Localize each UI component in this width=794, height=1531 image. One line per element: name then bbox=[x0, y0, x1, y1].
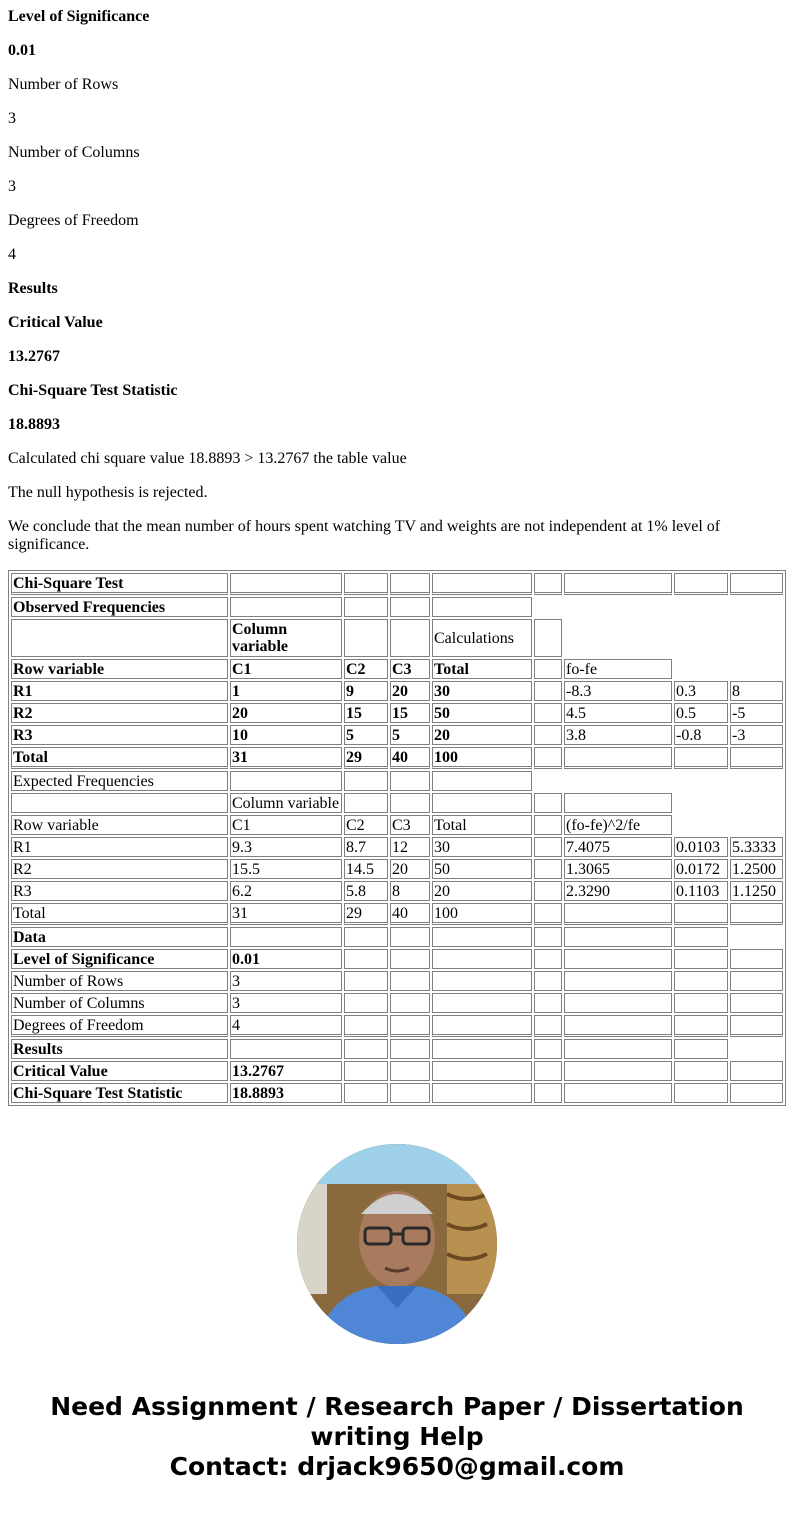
table-row bbox=[11, 771, 783, 791]
table-row bbox=[11, 927, 783, 947]
rows-value: 3 bbox=[8, 110, 16, 127]
table-row bbox=[11, 659, 783, 679]
conclusion-text: We conclude that the mean number of hours spent watching TV and weights are not independent at 1% level of significance. bbox=[8, 518, 721, 553]
promo-banner bbox=[8, 1392, 786, 1482]
rows-label: Number of Rows bbox=[8, 76, 119, 93]
table-row: Total 31 29 40 100 bbox=[11, 747, 783, 769]
row-variable-label: Row variable bbox=[11, 659, 228, 679]
los-label: Level of Significance bbox=[8, 8, 150, 25]
test-statistic-value: 18.8893 bbox=[8, 416, 60, 433]
table-row: R3 10 5 5 20 3.8 -0.8 -3 bbox=[11, 725, 783, 745]
table-row: Number of Columns 3 bbox=[11, 993, 783, 1013]
test-statistic-label: Chi-Square Test Statistic bbox=[8, 382, 178, 399]
results-label: Results bbox=[11, 1039, 228, 1059]
author-avatar bbox=[297, 1144, 497, 1344]
table-title: Chi-Square Test bbox=[11, 573, 228, 595]
critical-value: 13.2767 bbox=[8, 348, 60, 365]
chi-component-label: (fo-fe)^2/fe bbox=[564, 815, 672, 835]
table-row: Critical Value 13.2767 bbox=[11, 1061, 783, 1081]
observed-frequencies-label: Observed Frequencies bbox=[11, 597, 228, 617]
column-variable-label: Column variable bbox=[230, 619, 342, 657]
column-variable-plain: Column variable bbox=[230, 793, 342, 813]
df-value: 4 bbox=[8, 246, 16, 263]
header-c2: C2 bbox=[344, 659, 388, 679]
results-heading: Results bbox=[8, 280, 58, 297]
table-row: R2 20 15 15 50 4.5 0.5 -5 bbox=[11, 703, 783, 723]
table-row: Chi-Square Test Statistic 18.8893 bbox=[11, 1083, 783, 1103]
document bbox=[0, 8, 794, 1482]
cols-value: 3 bbox=[8, 178, 16, 195]
data-label: Data bbox=[11, 927, 228, 947]
cols-label: Number of Columns bbox=[8, 144, 140, 161]
table-row: Row variable C1 C2 C3 Total (fo-fe)^2/fe bbox=[11, 815, 783, 835]
critical-value-label: Critical Value bbox=[8, 314, 103, 331]
header-c3: C3 bbox=[390, 659, 430, 679]
header-c1: C1 bbox=[230, 659, 342, 679]
portrait-illustration bbox=[297, 1144, 497, 1344]
table-row: R1 9.3 8.7 12 30 7.4075 0.0103 5.3333 bbox=[11, 837, 783, 857]
table-row: R3 6.2 5.8 8 20 2.3290 0.1103 1.1250 bbox=[11, 881, 783, 901]
table-row bbox=[11, 597, 783, 617]
df-label: Degrees of Freedom bbox=[8, 212, 139, 229]
table-row bbox=[11, 573, 783, 595]
promo-contact: Contact: drjack9650@gmail.com bbox=[169, 1452, 625, 1481]
decision-text: The null hypothesis is rejected. bbox=[8, 484, 208, 501]
table-row: Total 31 29 40 100 bbox=[11, 903, 783, 925]
table-row bbox=[11, 793, 783, 813]
table-row: R1 1 9 20 30 -8.3 0.3 8 bbox=[11, 681, 783, 701]
fo-fe-label: fo-fe bbox=[564, 659, 672, 679]
table-row: R2 15.5 14.5 20 50 1.3065 0.0172 1.2500 bbox=[11, 859, 783, 879]
header-total: Total bbox=[432, 659, 532, 679]
promo-line-1: Need Assignment / Research Paper / Dissertation writing Help bbox=[50, 1392, 744, 1451]
chi-square-table bbox=[8, 570, 786, 1106]
table-row bbox=[11, 1039, 783, 1059]
table-row bbox=[11, 619, 783, 657]
calculations-label: Calculations bbox=[432, 619, 532, 657]
expected-frequencies-label: Expected Frequencies bbox=[11, 771, 228, 791]
table-row: Number of Rows 3 bbox=[11, 971, 783, 991]
table-row: Level of Significance 0.01 bbox=[11, 949, 783, 969]
table-row: Degrees of Freedom 4 bbox=[11, 1015, 783, 1037]
los-value: 0.01 bbox=[8, 42, 36, 59]
comparison-text: Calculated chi square value 18.8893 > 13.2767 the table value bbox=[8, 450, 407, 467]
